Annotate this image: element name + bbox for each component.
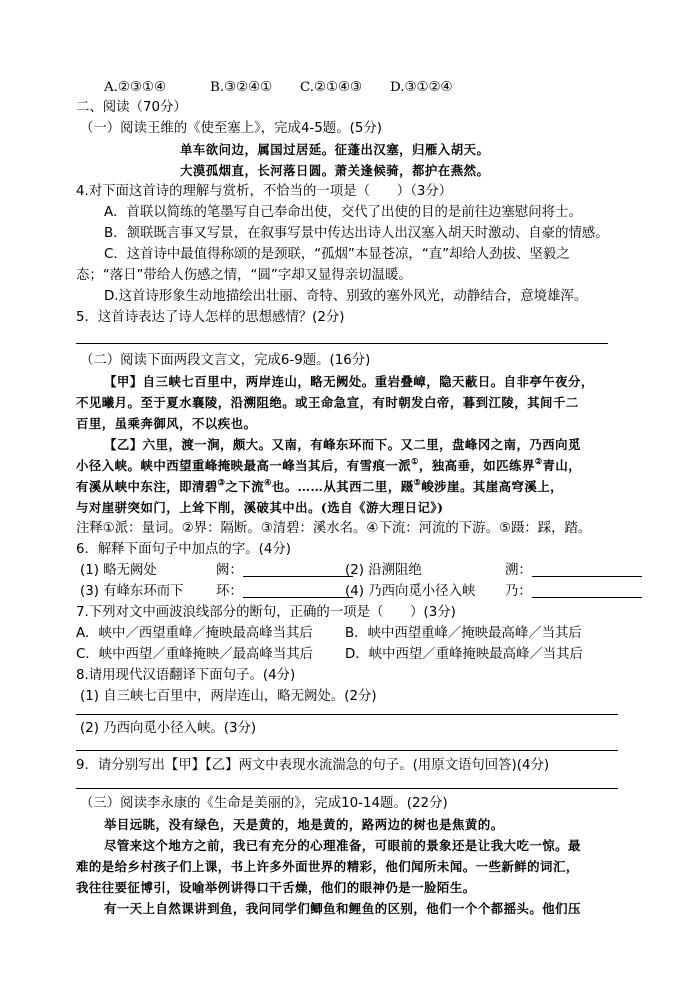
q6-item-1-key bbox=[216, 562, 353, 580]
q6-item-3-label: 环： bbox=[216, 584, 243, 599]
q6-item-3-key bbox=[216, 583, 353, 601]
q3-option-c: C.②①④③ bbox=[300, 80, 363, 95]
yi-line-1: 【乙】六里，渡一涧，颇大。又南，有峰东环而下。又二里，盘峰冈之南，乃西向觅 bbox=[104, 437, 581, 452]
question-5: 5．这首诗表达了诗人怎样的思想感情？(2分) bbox=[76, 310, 345, 325]
part-3-title: （三）阅读李永康的《生命是美丽的》，完成10-14题。(22分) bbox=[80, 796, 448, 811]
note-ref-5: ⑤ bbox=[413, 477, 422, 487]
part-2-title: （二）阅读下面两段文言文，完成6-9题。(16分) bbox=[80, 353, 371, 368]
q4-option-b: B．颔联既言事又写景，在叙事写景中传达出诗人出汉塞入胡天时激动、自豪的情感。 bbox=[104, 226, 609, 241]
q8-item-1: (1) 自三峡七百里中，两岸连山，略无阙处。(2分) bbox=[80, 689, 377, 704]
question-4: 4.对下面这首诗的理解与赏析，不恰当的一项是（ ）（3分） bbox=[76, 184, 453, 199]
yi-line-2-c: 青山， bbox=[542, 458, 582, 473]
answer-line-q9 bbox=[76, 788, 618, 789]
passage-line-1: 举目远眺，没有绿色，天是黄的，地是黄的，路两边的树也是焦黄的。 bbox=[104, 817, 504, 832]
part-1-title: （一）阅读王维的《使至塞上》，完成4-5题。(5分) bbox=[80, 121, 382, 136]
question-6: 6．解释下面句子中加点的字。(4分) bbox=[76, 542, 291, 557]
q6-item-1: (1) 略无阙处 bbox=[80, 563, 157, 578]
yi-line-2 bbox=[76, 457, 581, 475]
answer-line-q8-2 bbox=[76, 750, 618, 751]
q8-item-2: (2) 乃西向觅小径入峡。(3分) bbox=[80, 721, 257, 736]
answer-line-q8-1 bbox=[76, 714, 618, 715]
q6-item-4-label: 乃： bbox=[505, 584, 532, 599]
q6-blank-1[interactable] bbox=[243, 562, 353, 577]
section-2-title: 二、阅读（70分） bbox=[76, 100, 187, 115]
yi-line-2-b: ，独高垂，如匹练界 bbox=[418, 458, 535, 473]
poem-line-2: 大漠孤烟直，长河落日圆。萧关逢候骑，都护在燕然。 bbox=[180, 163, 490, 178]
note-ref-3: ③ bbox=[217, 477, 226, 487]
note-ref-4: ④ bbox=[264, 477, 272, 487]
q7-option-c: C．峡中西望／重峰掩映／最高峰当其后 bbox=[76, 647, 313, 662]
note-ref-1: ① bbox=[411, 456, 419, 466]
jia-line-1: 【甲】自三峡七百里中，两岸连山，略无阙处。重岩叠嶂，隐天蔽日。自非亭午夜分， bbox=[104, 374, 594, 389]
jia-line-2: 不见曦月。至于夏水襄陵，沿溯阻绝。或王命急宣，有时朝发白帝，暮到江陵，其间千二 bbox=[76, 395, 579, 410]
q6-blank-2[interactable] bbox=[532, 562, 642, 577]
passage-line-3: 难的是给乡村孩子们上课，书上许多外面世界的精彩，他们闻所未闻。一些新鲜的词汇， bbox=[76, 859, 579, 874]
yi-line-3-b: 之下流 bbox=[225, 479, 265, 494]
q6-blank-4[interactable] bbox=[532, 583, 642, 598]
q7-option-b: B．峡中西望重峰／掩映最高峰／当其后 bbox=[345, 626, 582, 641]
note-ref-2: ② bbox=[534, 456, 543, 466]
q6-item-1-label: 阙： bbox=[216, 563, 243, 578]
q3-option-d: D.③①②④ bbox=[390, 80, 453, 95]
question-7: 7.下列对文中画波浪线部分的断句，正确的一项是（ ）(3分) bbox=[76, 605, 456, 620]
q3-option-b: B.③②④① bbox=[210, 80, 273, 95]
yi-line-3-d: 峻涉崖。其崖高穹溪上， bbox=[421, 479, 564, 494]
q6-item-2-key bbox=[505, 562, 642, 580]
passage-line-4: 我往往要征博引，设喻举例讲得口干舌燥，他们的眼神仍是一脸陌生。 bbox=[76, 880, 476, 895]
answer-line-q5 bbox=[76, 343, 608, 344]
yi-line-3-a: 有溪从峡中东注，即清碧 bbox=[76, 479, 218, 494]
q7-option-a: A．峡中／西望重峰／掩映最高峰当其后 bbox=[76, 626, 313, 641]
passage-line-2: 尽管来这个地方之前，我已有充分的心理准备，可眼前的景象还是让我大吃一惊。最 bbox=[104, 838, 581, 853]
q6-blank-3[interactable] bbox=[243, 583, 353, 598]
yi-line-4: 与对崖骈突如门，上耸下削，溪破其中出。(选自《游大理日记》) bbox=[76, 500, 444, 515]
poem-line-1: 单车欲问边，属国过居延。征蓬出汉塞，归雁入胡天。 bbox=[180, 142, 490, 157]
question-8: 8.请用现代汉语翻译下面句子。(4分) bbox=[76, 668, 296, 683]
q7-option-d: D．峡中西望／重峰掩映最高峰／当其后 bbox=[345, 647, 583, 662]
yi-line-3-c: 也。……从其西二里，蹑 bbox=[271, 479, 414, 494]
q6-item-3: (3) 有峰东环而下 bbox=[80, 584, 184, 599]
q6-item-4-key bbox=[505, 583, 642, 601]
question-9: 9．请分别写出【甲】【乙】两文中表现水流湍急的句子。(用原文语句回答)(4分) bbox=[76, 758, 550, 773]
q4-option-c-cont: 态；“落日”带给人伤感之情，“圆”字却又显得亲切温暖。 bbox=[76, 268, 412, 283]
q4-option-c: C．这首诗中最值得称颂的是颈联，“孤烟”本显苍凉，“直”却给人劲拔、坚毅之 bbox=[104, 247, 570, 262]
q4-option-d: D.这首诗形象生动地描绘出壮丽、奇特、别致的塞外风光，动静结合，意境雄浑。 bbox=[104, 289, 588, 304]
q4-option-a: A．首联以简练的笔墨写自己奉命出使，交代了出使的目的是前往边塞慰问将士。 bbox=[104, 205, 582, 220]
q6-item-4: (4) 乃西向觅小径入峡 bbox=[345, 584, 476, 599]
annotations: 注释①派：量词。②界：隔断。③清碧：溪水名。④下流：河流的下游。⑤蹑：踩，踏。 bbox=[76, 521, 592, 536]
q6-item-2-label: 溯： bbox=[505, 563, 532, 578]
jia-line-3: 百里，虽乘奔御风，不以疾也。 bbox=[76, 416, 257, 431]
yi-line-2-a: 小径入峡。峡中西望重峰掩映最高一峰当其后，有雪痕一派 bbox=[76, 458, 412, 473]
q3-option-a: A.②③①④ bbox=[104, 80, 166, 95]
yi-line-3 bbox=[76, 478, 563, 496]
passage-line-5: 有一天上自然课讲到鱼，我问同学们鲫鱼和鲤鱼的区别，他们一个个都摇头。他们压 bbox=[104, 901, 581, 916]
q6-item-2: (2) 沿溯阻绝 bbox=[345, 563, 422, 578]
